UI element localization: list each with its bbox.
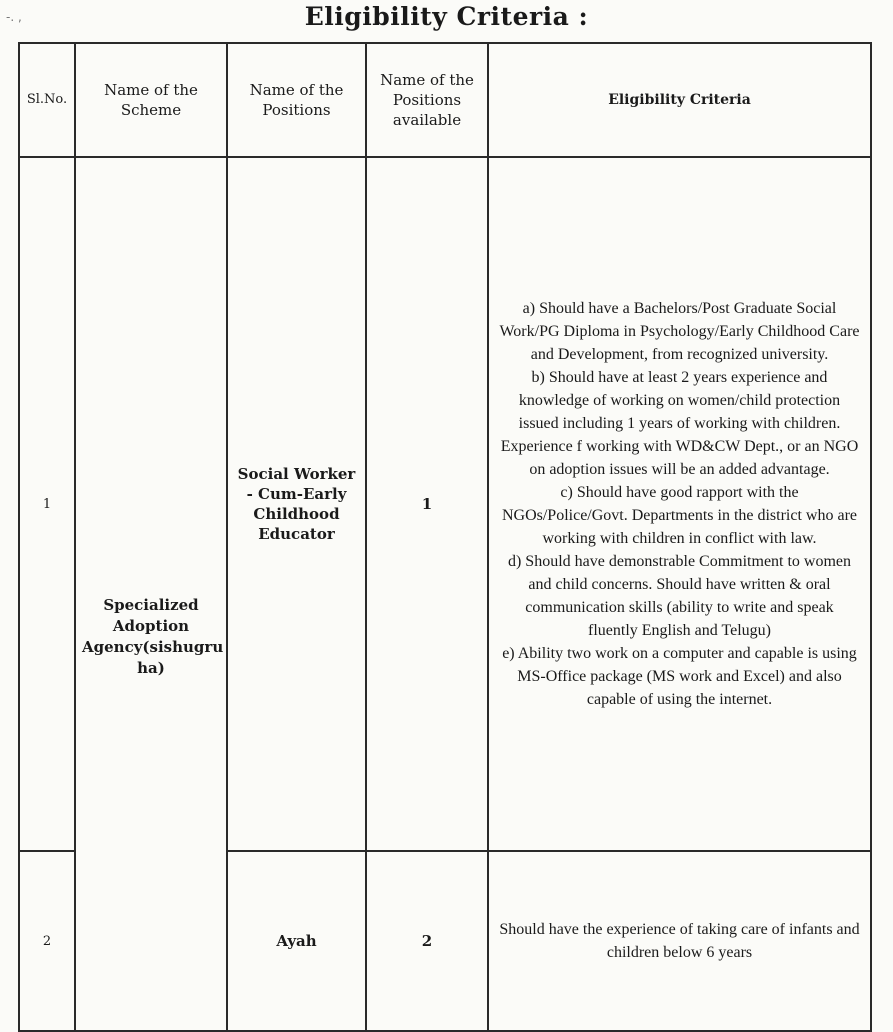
positions-available: 2 — [366, 851, 488, 1031]
row-sl-no: 2 — [19, 851, 75, 1031]
header-available: Name of the Positions available — [366, 43, 488, 157]
criteria-item: e) Ability two work on a computer and capable is using MS-Office package (MS work and Excel) and also capable of using the internet. — [502, 645, 857, 708]
scan-mark: -. , — [6, 10, 22, 24]
table-header-row — [19, 43, 871, 157]
criteria-item: b) Should have at least 2 years experience and knowledge of working on women/child protection issued including 1 years of working with children. Experience f working with WD&CW Dept., or an NGO on adoption issues will be an added advantage. — [500, 369, 859, 478]
criteria-cell — [488, 157, 871, 851]
table-row — [19, 157, 871, 851]
positions-available: 1 — [366, 157, 488, 851]
criteria-cell — [488, 851, 871, 1031]
position-name: Social Worker - Cum-Early Childhood Educator — [227, 157, 366, 851]
row-sl-no: 1 — [19, 157, 75, 851]
header-sl-no: Sl.No. — [19, 43, 75, 157]
page-title: Eligibility Criteria : — [304, 2, 589, 31]
header-scheme: Name of the Scheme — [75, 43, 227, 157]
header-positions: Name of the Positions — [227, 43, 366, 157]
criteria-item: a) Should have a Bachelors/Post Graduate Social Work/PG Diploma in Psychology/Early Childhood Care and Development, from recognized university. — [499, 300, 860, 363]
scheme-name: Specialized Adoption Agency(sishugru ha) — [75, 157, 227, 1031]
criteria-item: c) Should have good rapport with the NGOs/Police/Govt. Departments in the district who are working with children in conflict with law. — [501, 484, 858, 547]
criteria-item: d) Should have demonstrable Commitment to women and child concerns. Should have written & oral communication skills (ability to write and speak fluently English and Telugu) — [507, 553, 852, 639]
position-name: Ayah — [227, 851, 366, 1031]
criteria-item: Should have the experience of taking care of infants and children below 6 years — [499, 921, 860, 961]
header-criteria: Eligibility Criteria — [488, 43, 871, 157]
eligibility-table — [18, 42, 872, 1032]
